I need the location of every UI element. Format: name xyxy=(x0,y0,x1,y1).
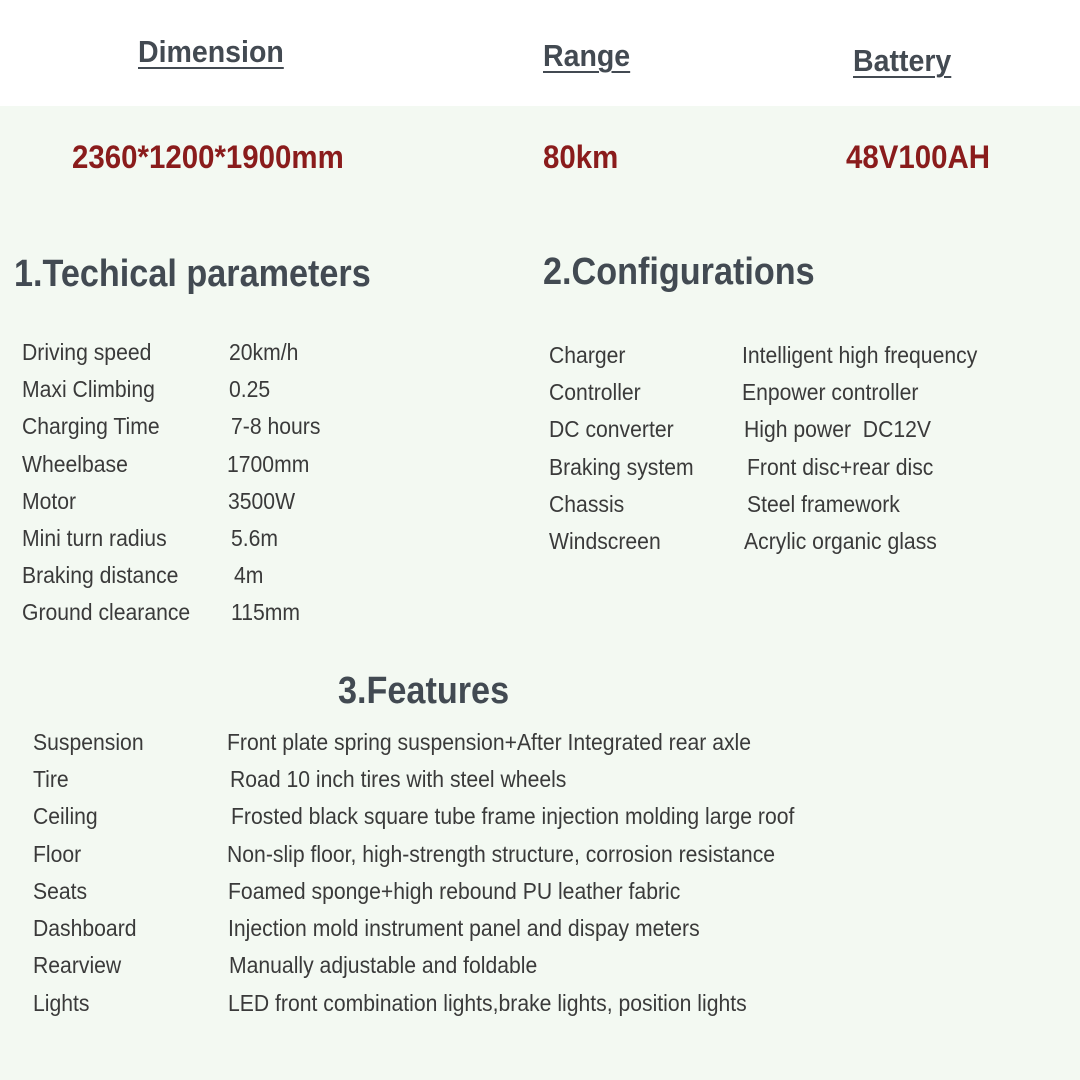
config-value-dc-converter: High power DC12V xyxy=(744,416,932,442)
tech-value-wheelbase: 1700mm xyxy=(227,451,310,477)
feature-value-floor: Non-slip floor, high-strength structure, corrosion resistance xyxy=(227,841,776,867)
config-label-chassis: Chassis xyxy=(549,491,625,517)
tech-value-braking-distance: 4m xyxy=(234,562,264,588)
tech-label-motor: Motor xyxy=(22,488,77,514)
dimension-label: Dimension xyxy=(138,34,284,69)
tech-value-ground-clearance: 115mm xyxy=(231,599,300,625)
config-value-braking-system: Front disc+rear disc xyxy=(747,454,934,480)
feature-label-suspension: Suspension xyxy=(33,729,144,755)
tech-value-maxi-climbing: 0.25 xyxy=(229,376,271,402)
range-value: 80km xyxy=(543,139,619,175)
tech-value-charging-time: 7-8 hours xyxy=(231,413,321,439)
feature-value-suspension: Front plate spring suspension+After Integrated rear axle xyxy=(227,729,752,755)
feature-label-seats: Seats xyxy=(33,878,88,904)
feature-label-ceiling: Ceiling xyxy=(33,803,98,829)
tech-value-motor: 3500W xyxy=(228,488,296,514)
feature-label-lights: Lights xyxy=(33,990,90,1016)
config-value-charger: Intelligent high frequency xyxy=(742,342,978,368)
config-label-braking-system: Braking system xyxy=(549,454,694,480)
feature-value-dashboard: Injection mold instrument panel and dispay meters xyxy=(228,915,700,941)
tech-label-driving-speed: Driving speed xyxy=(22,339,152,365)
config-label-charger: Charger xyxy=(549,342,626,368)
battery-value: 48V100AH xyxy=(846,139,991,175)
tech-label-charging-time: Charging Time xyxy=(22,413,160,439)
feature-value-rearview: Manually adjustable and foldable xyxy=(229,952,538,978)
config-label-dc-converter: DC converter xyxy=(549,416,674,442)
features-title: 3.Features xyxy=(338,670,510,712)
dimension-value: 2360*1200*1900mm xyxy=(72,139,344,175)
technical-parameters-title: 1.Techical parameters xyxy=(14,253,371,295)
feature-label-tire: Tire xyxy=(33,766,69,792)
config-label-windscreen: Windscreen xyxy=(549,528,661,554)
battery-label: Battery xyxy=(853,43,952,78)
tech-value-mini-turn-radius: 5.6m xyxy=(231,525,279,551)
config-value-chassis: Steel framework xyxy=(747,491,900,517)
range-label: Range xyxy=(543,38,631,73)
tech-label-mini-turn-radius: Mini turn radius xyxy=(22,525,167,551)
feature-value-lights: LED front combination lights,brake lights, position lights xyxy=(228,990,747,1016)
config-value-windscreen: Acrylic organic glass xyxy=(744,528,937,554)
tech-value-driving-speed: 20km/h xyxy=(229,339,299,365)
tech-label-wheelbase: Wheelbase xyxy=(22,451,128,477)
feature-value-ceiling: Frosted black square tube frame injection molding large roof xyxy=(231,803,795,829)
feature-label-rearview: Rearview xyxy=(33,952,122,978)
configurations-title: 2.Configurations xyxy=(543,251,815,293)
tech-label-ground-clearance: Ground clearance xyxy=(22,599,191,625)
config-value-controller: Enpower controller xyxy=(742,379,919,405)
tech-label-braking-distance: Braking distance xyxy=(22,562,179,588)
feature-label-dashboard: Dashboard xyxy=(33,915,137,941)
feature-label-floor: Floor xyxy=(33,841,82,867)
feature-value-tire: Road 10 inch tires with steel wheels xyxy=(230,766,567,792)
config-label-controller: Controller xyxy=(549,379,641,405)
feature-value-seats: Foamed sponge+high rebound PU leather fabric xyxy=(228,878,681,904)
tech-label-maxi-climbing: Maxi Climbing xyxy=(22,376,155,402)
